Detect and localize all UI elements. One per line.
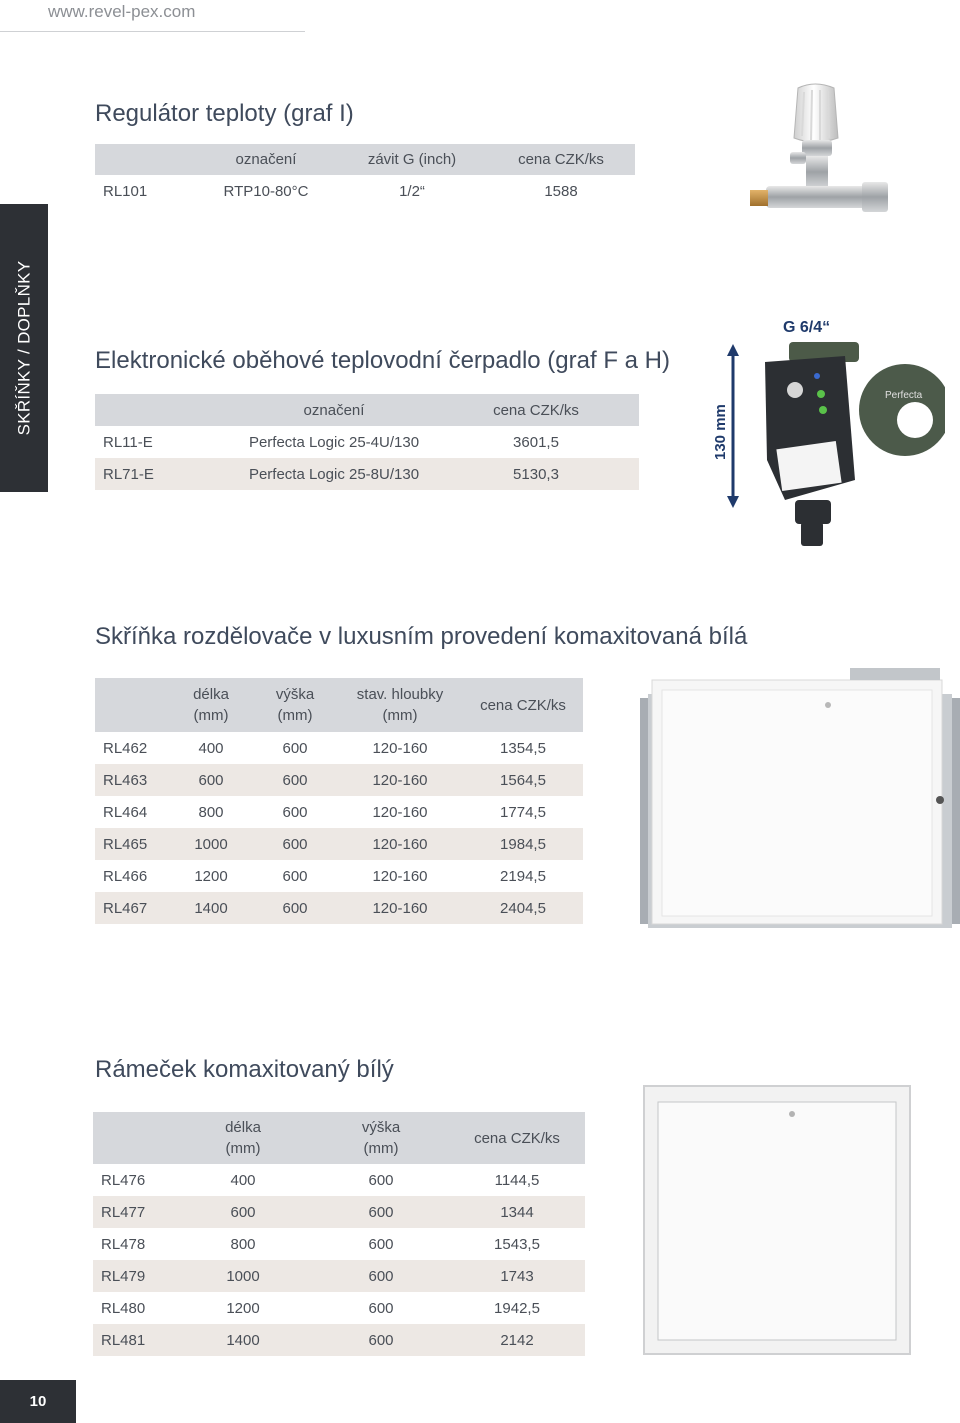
table-cell: 600	[230, 1203, 256, 1221]
table-cell: 120-160	[372, 835, 428, 853]
table-row	[93, 1324, 585, 1356]
column-header-line: délka	[193, 686, 229, 703]
product-code-cell: RL71-E	[103, 465, 154, 483]
table-cell: Perfecta Logic 25-4U/130	[248, 433, 420, 451]
table-cell: 600	[368, 1267, 394, 1285]
table-cell: 400	[230, 1171, 256, 1189]
column-header: závit G (inch)	[367, 151, 457, 168]
column-header	[95, 678, 169, 732]
table-cell: 3601,5	[513, 433, 559, 451]
column-header-line: (mm)	[382, 707, 418, 724]
column-header-line: (mm)	[363, 1140, 399, 1157]
column-header	[313, 1112, 449, 1164]
table-cell: 5130,3	[513, 465, 559, 483]
table-row	[93, 1292, 585, 1324]
product-code-cell: RL463	[103, 771, 148, 789]
table-row	[93, 1164, 585, 1196]
table-cell: 1/2“	[399, 182, 425, 200]
table-cell: 120-160	[372, 771, 428, 789]
pump-brand-label: Perfecta	[885, 390, 923, 401]
circulation-pump-image	[705, 310, 945, 550]
column-header	[463, 678, 583, 732]
table-cell: 1543,5	[494, 1235, 540, 1253]
column-header: označení	[303, 401, 365, 419]
table-cell: 600	[282, 739, 308, 757]
product-code-cell: RL481	[101, 1331, 146, 1349]
table-row	[95, 828, 583, 860]
column-header-line: výška	[361, 1119, 401, 1136]
table-cell: 600	[282, 803, 308, 821]
table-cell: 1400	[194, 899, 228, 917]
table-header-row	[95, 144, 635, 175]
table-cell: 120-160	[372, 899, 428, 917]
table-header-row	[95, 394, 639, 426]
column-header: cena CZK/ks	[518, 151, 604, 168]
pump-thread-label: G 6/4“	[783, 319, 831, 336]
product-code-cell: RL480	[101, 1299, 146, 1317]
table-cell: 1588	[544, 182, 578, 200]
table-cell: 1144,5	[494, 1171, 540, 1189]
frame-table	[93, 1112, 585, 1356]
table-cell: 1564,5	[500, 771, 546, 789]
white-frame-image	[638, 1082, 918, 1358]
product-code-cell: RL476	[101, 1171, 146, 1189]
product-code-cell: RL466	[103, 867, 148, 885]
table-cell: 1984,5	[500, 835, 546, 853]
column-header	[449, 1112, 585, 1164]
table-row	[95, 175, 635, 207]
table-cell: 800	[198, 803, 224, 821]
page-number: 10	[0, 1380, 76, 1423]
side-tab-label: SKŘÍŇKY / DOPLŇKY	[14, 260, 33, 436]
table-cell: 600	[368, 1171, 394, 1189]
cabinet-title: Skříňka rozdělovače v luxusním provedení komaxitovaná bílá	[95, 623, 748, 650]
column-header	[95, 144, 195, 175]
table-cell: 600	[282, 899, 308, 917]
table-cell: 2142	[500, 1331, 534, 1349]
table-row	[93, 1260, 585, 1292]
table-cell: 1354,5	[500, 739, 546, 757]
pump-table	[95, 394, 639, 490]
column-header	[253, 678, 337, 732]
table-cell: 1743	[500, 1267, 534, 1285]
table-cell: 1000	[194, 835, 228, 853]
table-cell: 1400	[226, 1331, 260, 1349]
column-header-line: cena CZK/ks	[474, 1129, 560, 1147]
distributor-cabinet-image	[640, 668, 960, 930]
thermostatic-valve-image	[740, 78, 890, 228]
pump-height-label: 130 mm	[712, 404, 729, 460]
column-header	[173, 1112, 313, 1164]
product-code-cell: RL462	[103, 739, 148, 757]
column-header-line: stav. hloubky	[356, 686, 444, 703]
table-cell: 600	[368, 1203, 394, 1221]
table-cell: Perfecta Logic 25-8U/130	[248, 465, 420, 483]
column-header-line: délka	[225, 1119, 261, 1136]
frame-title: Rámeček komaxitovaný bílý	[95, 1056, 394, 1083]
table-cell: 600	[282, 835, 308, 853]
regulator-table	[95, 144, 635, 207]
column-header-line: (mm)	[277, 707, 313, 724]
table-cell: 1200	[226, 1299, 260, 1317]
column-header-line: (mm)	[193, 707, 229, 724]
column-header	[337, 678, 463, 732]
table-cell: 120-160	[372, 867, 428, 885]
site-url[interactable]: www.revel-pex.com	[48, 2, 196, 21]
product-code-cell: RL477	[101, 1203, 146, 1221]
column-header-line: výška	[275, 686, 315, 703]
product-code-cell: RL479	[101, 1267, 146, 1285]
cabinet-table	[95, 678, 583, 924]
product-code-cell: RL11-E	[103, 433, 153, 451]
table-cell: 600	[282, 867, 308, 885]
column-header: označení	[235, 151, 297, 168]
table-cell: 1200	[194, 867, 228, 885]
table-cell: 2404,5	[500, 899, 546, 917]
regulator-title: Regulátor teploty (graf I)	[95, 100, 354, 127]
table-row	[95, 732, 583, 764]
table-header-row	[93, 1112, 585, 1164]
table-cell: 120-160	[372, 739, 428, 757]
table-cell: 120-160	[372, 803, 428, 821]
product-code-cell: RL464	[103, 803, 148, 821]
table-row	[93, 1228, 585, 1260]
table-cell: RTP10-80°C	[223, 182, 309, 200]
table-cell: 2194,5	[500, 867, 546, 885]
column-header	[95, 394, 235, 426]
table-cell: 600	[198, 771, 224, 789]
column-header	[169, 678, 253, 732]
table-cell: 600	[368, 1235, 394, 1253]
side-tab	[0, 204, 48, 492]
header-rule	[0, 31, 305, 32]
product-code-cell: RL101	[103, 182, 148, 200]
table-cell: 600	[368, 1299, 394, 1317]
table-header-row	[95, 678, 583, 732]
product-code-cell: RL478	[101, 1235, 146, 1253]
table-cell: 1344	[500, 1203, 534, 1221]
table-cell: 800	[230, 1235, 256, 1253]
product-code-cell: RL467	[103, 899, 148, 917]
pump-title: Elektronické oběhové teplovodní čerpadlo (graf F a H)	[95, 347, 670, 374]
table-row	[95, 860, 583, 892]
table-row	[95, 458, 639, 490]
table-cell: 1942,5	[494, 1299, 540, 1317]
table-cell: 1774,5	[500, 803, 546, 821]
table-row	[95, 892, 583, 924]
table-cell: 600	[282, 771, 308, 789]
table-row	[95, 764, 583, 796]
column-header: cena CZK/ks	[493, 401, 579, 419]
table-row	[93, 1196, 585, 1228]
table-row	[95, 426, 639, 458]
column-header-line: (mm)	[225, 1140, 261, 1157]
table-cell: 600	[368, 1331, 394, 1349]
table-cell: 1000	[226, 1267, 260, 1285]
product-code-cell: RL465	[103, 835, 148, 853]
column-header	[93, 1112, 173, 1164]
table-cell: 400	[198, 739, 224, 757]
column-header-line: cena CZK/ks	[480, 696, 566, 714]
table-row	[95, 796, 583, 828]
